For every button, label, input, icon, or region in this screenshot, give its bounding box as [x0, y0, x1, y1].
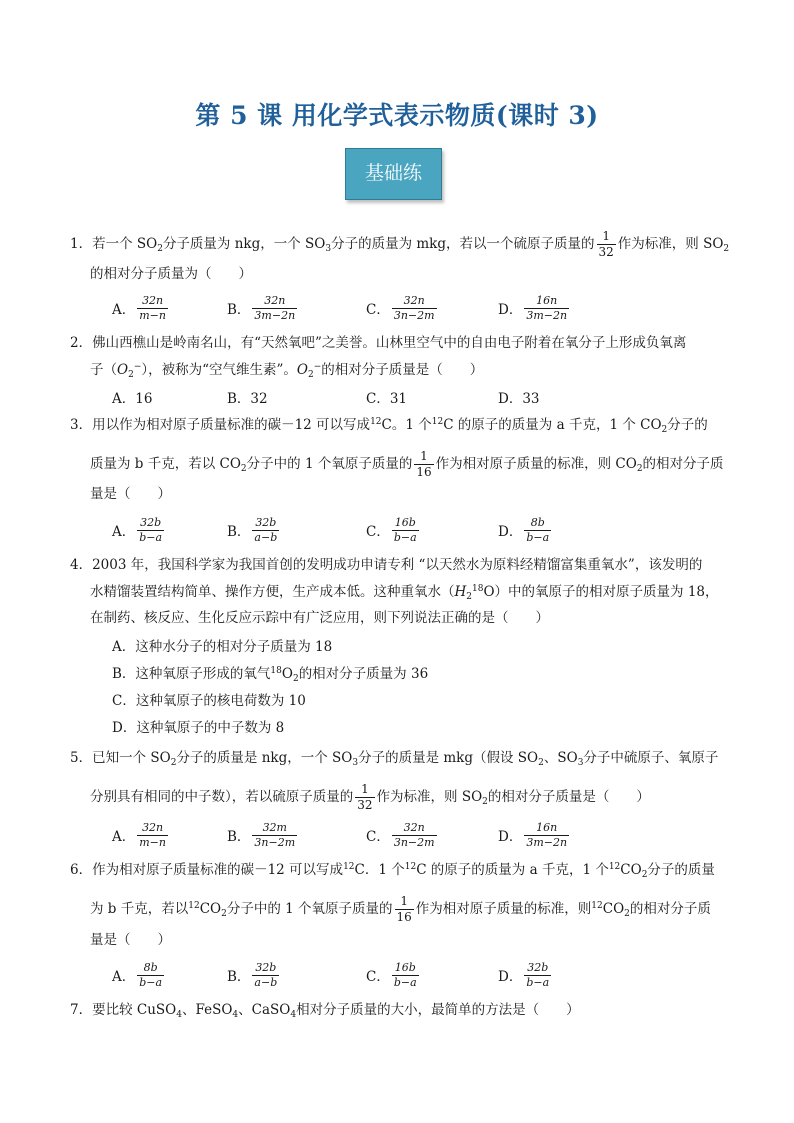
question-6-options [112, 960, 772, 990]
question-6-line-2: 为 b 千克，若以$^{12}CO_2$分子中的 1 个氧原子质量的 $\frac{1}{16}$ 作为相对原子质量的标准，则$^{12}CO_2$的相对分子质 [90, 894, 711, 924]
section-badge: 基础练 [345, 148, 442, 200]
option-a[interactable]: A． $\frac{32n}{m-n}$ [112, 293, 166, 322]
question-1-line-2: 的相对分子质量为（ ） [90, 266, 252, 282]
question-5-line-2: 分别具有相同的中子数），若以硫原子质量的 $\frac{1}{32}$ 作为标准，则 $SO_2$的相对分子质量是（ ） [90, 782, 650, 812]
option-d[interactable]: D． $\frac{32b}{b-a}$ [498, 960, 550, 989]
option-b[interactable]: B． $\frac{32n}{3m-2n}$ [227, 293, 296, 322]
option-a[interactable]: A．这种水分子的相对分子质量为 18 [112, 639, 333, 655]
option-d[interactable]: D． $\frac{16n}{3m-2n}$ [498, 293, 568, 322]
question-2-line-2: 子$(O_2^-)$，被称为“空气维生素”。$O_2^-$的相对分子质量是（ ） [90, 362, 484, 380]
question-3-options [112, 515, 772, 545]
option-a[interactable]: A． $\frac{32n}{m-n}$ [112, 820, 166, 849]
question-5-options [112, 820, 772, 850]
page-title: 第 5 课 用化学式表示物质(课时 3) [195, 101, 599, 130]
question-4-line-2: 水精馏装置结构简单、操作方便，生产成本低。这种重氧水$(H_2^{18}O)$中的氧原子的相对原子质量为 18， [90, 584, 719, 602]
fraction-1-32: $\frac{1}{32}$ [598, 229, 614, 259]
option-c[interactable]: C．这种氧原子的核电荷数为 10 [112, 693, 306, 709]
question-5-line-1: 5．已知一个 $SO_2$分子的质量是 nkg，一个 $SO_3$分子的质量是 mkg（假设 $SO_2$、$SO_3$分子中硫原子、氧原子 [70, 750, 719, 768]
option-b[interactable]: B． $\frac{32b}{a-b}$ [227, 515, 278, 544]
option-b[interactable]: B．32 [227, 391, 268, 407]
option-b[interactable]: B．这种氧原子形成的氧气$^{18}O_2$的相对分子质量为 36 [112, 666, 429, 684]
question-3-line-3: 量是（ ） [90, 486, 171, 502]
option-c[interactable]: C． $\frac{16b}{b-a}$ [366, 515, 417, 544]
option-a[interactable]: A．16 [112, 391, 153, 407]
option-c[interactable]: C． $\frac{32n}{3n-2m}$ [366, 820, 435, 849]
question-2-line-1: 2．佛山西樵山是岭南名山，有“天然氧吧”之美誉。山林里空气中的自由电子附着在氧分子上形成负氧离 [70, 335, 687, 351]
option-b[interactable]: B． $\frac{32m}{3n-2m}$ [227, 820, 296, 849]
fraction-1-16: $\frac{1}{16}$ [396, 894, 412, 924]
option-a[interactable]: A． $\frac{32b}{b-a}$ [112, 515, 163, 544]
option-a[interactable]: A． $\frac{8b}{b-a}$ [112, 960, 163, 989]
question-1-line-1: 1．若一个 $SO_2$分子质量为 nkg，一个 $SO_3$分子的质量为 mkg，若以一个硫原子质量的 $\frac{1}{32}$ 作为标准，则 $SO_2$ [70, 229, 730, 259]
option-c[interactable]: C． $\frac{32n}{3n-2m}$ [366, 293, 435, 322]
option-d[interactable]: D． $\frac{16n}{3m-2n}$ [498, 820, 568, 849]
fraction-1-16: $\frac{1}{16}$ [416, 449, 432, 479]
question-2-options [112, 382, 772, 412]
option-d[interactable]: D． $\frac{8b}{b-a}$ [498, 515, 550, 544]
question-4-line-3: 在制药、核反应、生化反应示踪中有广泛应用，则下列说法正确的是（ ） [90, 610, 549, 626]
option-c[interactable]: C． $\frac{16b}{b-a}$ [366, 960, 417, 989]
question-3-line-2: 质量为 b 千克，若以 $CO_2$分子中的 1 个氧原子质量的 $\frac{1}{16}$ 作为相对原子质量的标准，则 $CO_2$的相对分子质 [90, 449, 724, 479]
question-6-line-1: 6．作为相对原子质量标准的碳－12 可以写成$^{12}$C．1 个$^{12}$C 的原子的质量为 a 千克，1 个$^{12}CO_2$分子的质量 [70, 862, 715, 880]
question-3-line-1: 3．用以作为相对原子质量标准的碳－12 可以写成$^{12}$C。1 个$^{12}$C 的原子的质量为 a 千克，1 个 $CO_2$分子的 [70, 417, 708, 435]
option-b[interactable]: B． $\frac{32b}{a-b}$ [227, 960, 278, 989]
option-d[interactable]: D．这种氧原子的中子数为 8 [112, 720, 285, 736]
question-6-line-3: 量是（ ） [90, 932, 171, 948]
question-7-line-1: 7．要比较 CuSO$_4$、FeSO$_4$、CaSO$_4$相对分子质量的大小，最简单的方法是（ ） [70, 1002, 580, 1020]
option-c[interactable]: C．31 [366, 391, 408, 407]
fraction-1-32: $\frac{1}{32}$ [357, 782, 373, 812]
question-4-line-1: 4．2003 年，我国科学家为我国首创的发明成功申请专利 “以天然水为原料经精馏富集重氧水”，该发明的 [70, 557, 703, 573]
option-d[interactable]: D．33 [498, 391, 540, 407]
question-1-options [112, 293, 772, 323]
